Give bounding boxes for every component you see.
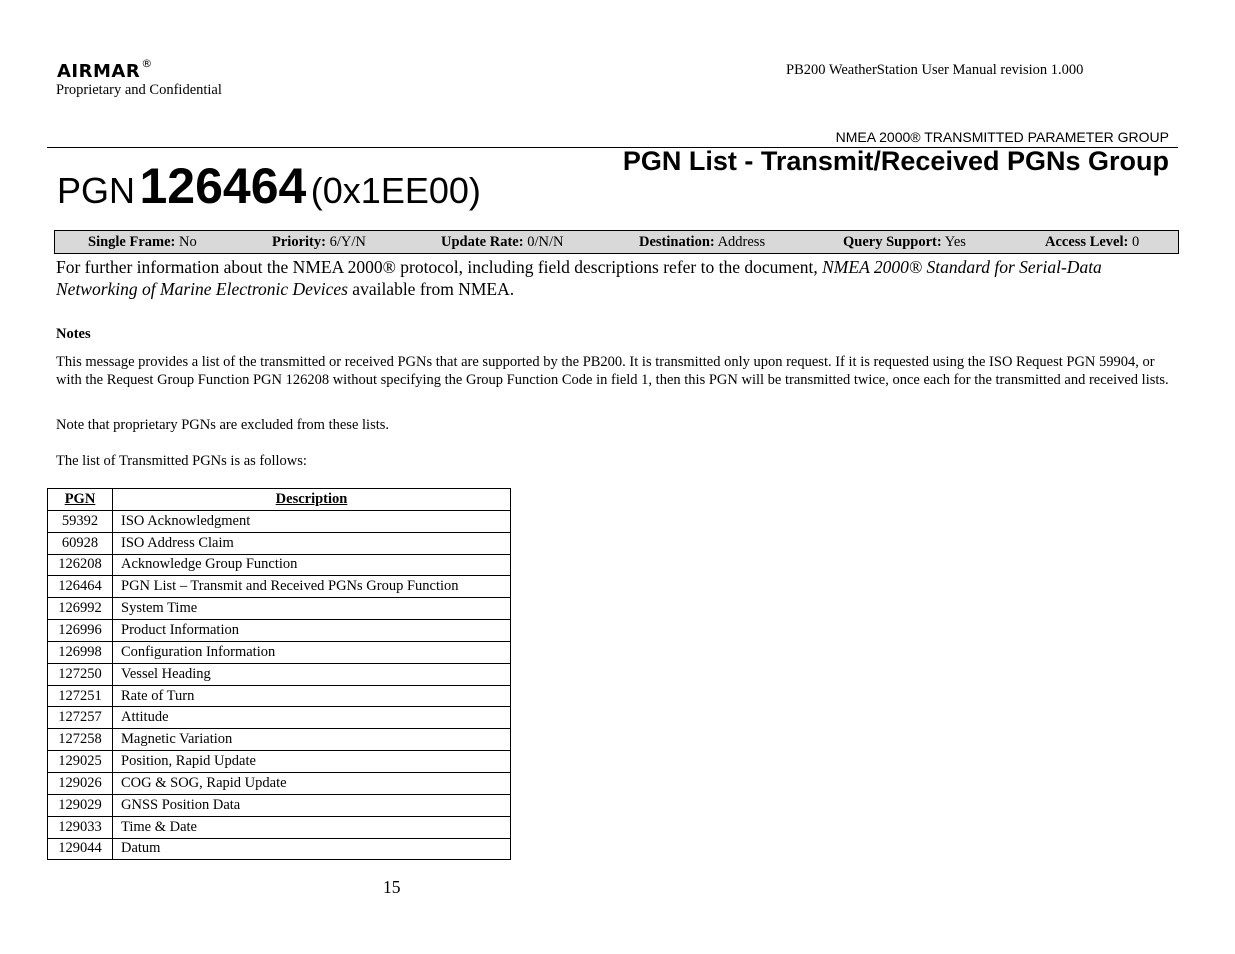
group-label: NMEA 2000® TRANSMITTED PARAMETER GROUP — [835, 129, 1169, 145]
notes-paragraph: This message provides a list of the transmitted or received PGNs that are supported by the PB200. It is transmitted only upon request. If it is requested using the ISO Request PGN 59904, or with the Request Group Function PGN 126208 without specifying the Group Function Code in field 1, then this PGN will be transmitted twice, once each for the transmitted and received lists. — [56, 354, 1169, 388]
table-row — [48, 729, 511, 751]
pgn-cell: 126208 — [48, 554, 113, 576]
info-bar — [54, 230, 1179, 254]
registered-mark: ® — [141, 57, 153, 70]
description-cell: Magnetic Variation — [113, 729, 511, 751]
pgn-title — [57, 152, 481, 233]
page-number: 15 — [383, 877, 401, 897]
pgn-cell: 126998 — [48, 641, 113, 663]
description-cell: Vessel Heading — [113, 663, 511, 685]
info-priority: Priority: 6/Y/N — [272, 234, 366, 250]
pgn-hex: (0x1EE00) — [310, 170, 481, 211]
pgn-cell: 59392 — [48, 510, 113, 532]
pgn-number: 126464 — [139, 158, 307, 214]
column-header-description: Description — [113, 489, 511, 511]
intro-paragraph: For further information about the NMEA 2000® protocol, including field descriptions refer to the document, NMEA 2000® Standard for Serial-Data Networking of Marine Electronic Devices available from NMEA. — [56, 257, 1102, 299]
description-cell: PGN List – Transmit and Received PGNs Group Function — [113, 576, 511, 598]
table-row — [48, 641, 511, 663]
description-cell: Product Information — [113, 620, 511, 642]
pgn-cell: 129029 — [48, 794, 113, 816]
table-row — [48, 751, 511, 773]
description-cell: Position, Rapid Update — [113, 751, 511, 773]
notes-paragraph: The list of Transmitted PGNs is as follows: — [56, 453, 307, 469]
description-cell: ISO Address Claim — [113, 532, 511, 554]
pgn-name: PGN List - Transmit/Received PGNs Group — [622, 146, 1169, 176]
info-single-frame: Single Frame: No — [88, 234, 197, 250]
table-row — [48, 510, 511, 532]
description-cell: System Time — [113, 598, 511, 620]
pgn-cell: 129044 — [48, 838, 113, 860]
description-cell: ISO Acknowledgment — [113, 510, 511, 532]
pgn-cell: 127258 — [48, 729, 113, 751]
document-title: NMEA 2000® Standard for Serial-Data Networking of Marine Electronic Devices — [56, 257, 1102, 299]
info-destination: Destination: Address — [639, 234, 766, 250]
pgn-cell: 129026 — [48, 772, 113, 794]
pgn-cell: 127250 — [48, 663, 113, 685]
pgn-cell: 129033 — [48, 816, 113, 838]
column-header-pgn: PGN — [48, 489, 113, 511]
description-cell: Time & Date — [113, 816, 511, 838]
pgn-cell: 126996 — [48, 620, 113, 642]
table-row — [48, 554, 511, 576]
pgn-word: PGN — [57, 170, 136, 211]
table-row — [48, 816, 511, 838]
manual-title: PB200 WeatherStation User Manual revision 1.000 — [786, 62, 1084, 78]
notes-heading: Notes — [56, 326, 91, 342]
table-row — [48, 663, 511, 685]
company-logo — [57, 57, 152, 82]
info-update-rate: Update Rate: 0/N/N — [441, 234, 564, 250]
description-cell: Datum — [113, 838, 511, 860]
pgn-cell: 126992 — [48, 598, 113, 620]
table-row — [48, 685, 511, 707]
table-row — [48, 794, 511, 816]
description-cell: Rate of Turn — [113, 685, 511, 707]
description-cell: Acknowledge Group Function — [113, 554, 511, 576]
info-query-support: Query Support: Yes — [843, 234, 966, 250]
pgn-cell: 127257 — [48, 707, 113, 729]
table-row — [48, 707, 511, 729]
pgn-cell: 129025 — [48, 751, 113, 773]
description-cell: Attitude — [113, 707, 511, 729]
table-row — [48, 620, 511, 642]
pgn-cell: 126464 — [48, 576, 113, 598]
pgn-cell: 60928 — [48, 532, 113, 554]
confidentiality-notice: Proprietary and Confidential — [56, 82, 222, 98]
description-cell: Configuration Information — [113, 641, 511, 663]
info-access-level: Access Level: 0 — [1045, 234, 1140, 250]
logo-text: AIRMAR — [57, 61, 141, 82]
description-cell: GNSS Position Data — [113, 794, 511, 816]
pgn-cell: 127251 — [48, 685, 113, 707]
notes-paragraph: Note that proprietary PGNs are excluded from these lists. — [56, 417, 390, 433]
table-row — [48, 838, 511, 860]
table-row — [48, 576, 511, 598]
transmitted-pgn-table — [47, 488, 511, 860]
table-row — [48, 532, 511, 554]
table-row — [48, 598, 511, 620]
table-header-row — [48, 489, 511, 511]
description-cell: COG & SOG, Rapid Update — [113, 772, 511, 794]
table-row — [48, 772, 511, 794]
